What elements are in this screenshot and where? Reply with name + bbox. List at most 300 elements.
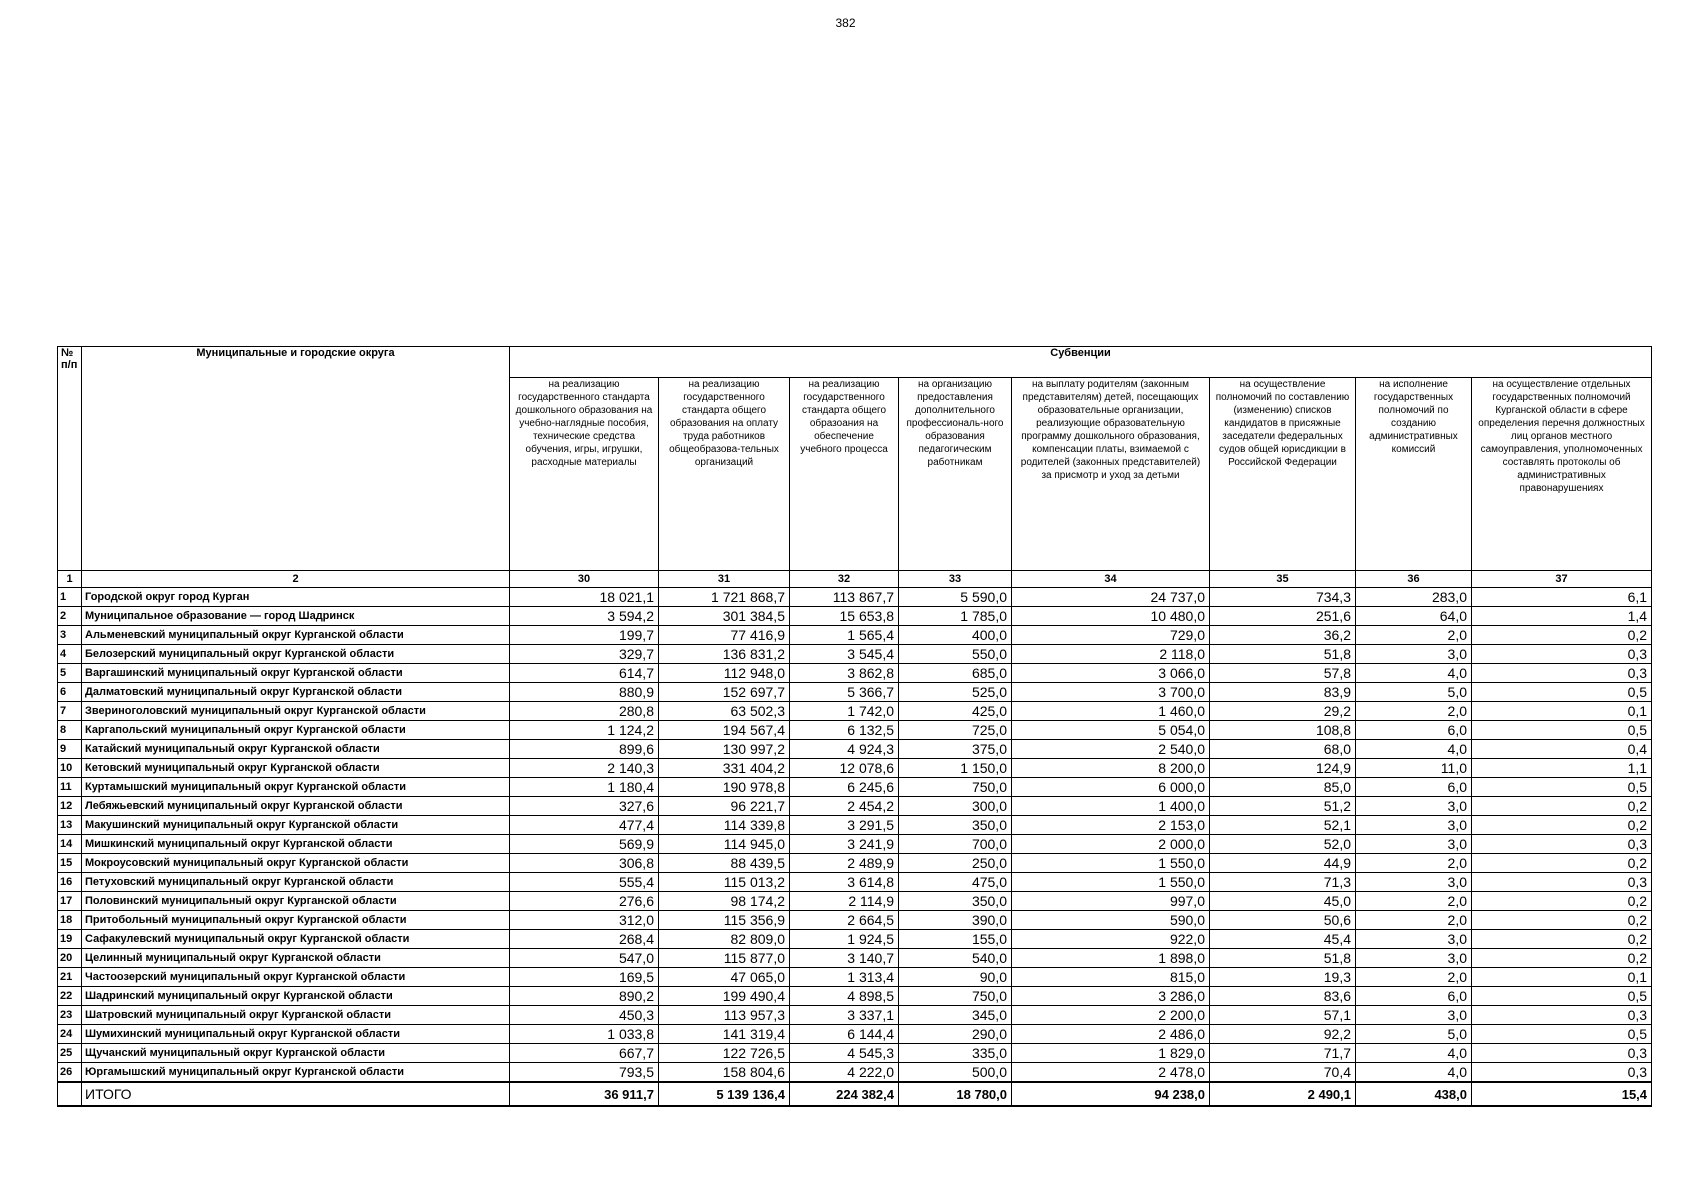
value-cell: 4 545,3	[790, 1044, 899, 1063]
table-row	[58, 683, 1652, 702]
value-cell: 50,6	[1210, 911, 1356, 930]
value-cell: 0,3	[1472, 1006, 1652, 1025]
column-header-33: на организацию предоставления дополнительного профессиональ-ного образования педагогическим работникам	[899, 378, 1012, 571]
row-index: 20	[58, 949, 82, 968]
value-cell: 2,0	[1356, 911, 1472, 930]
value-cell: 1 742,0	[790, 702, 899, 721]
value-cell: 700,0	[899, 835, 1012, 854]
value-cell: 614,7	[510, 664, 659, 683]
value-cell: 64,0	[1356, 607, 1472, 626]
municipality-name: Катайский муниципальный округ Курганской области	[82, 740, 510, 759]
value-cell: 122 726,5	[659, 1044, 790, 1063]
value-cell: 6 144,4	[790, 1025, 899, 1044]
value-cell: 71,7	[1210, 1044, 1356, 1063]
row-index: 24	[58, 1025, 82, 1044]
value-cell: 136 831,2	[659, 645, 790, 664]
value-cell: 1 460,0	[1012, 702, 1210, 721]
municipality-name: Сафакулевский муниципальный округ Курганской области	[82, 930, 510, 949]
value-cell: 0,3	[1472, 1044, 1652, 1063]
row-index: 6	[58, 683, 82, 702]
value-cell: 345,0	[899, 1006, 1012, 1025]
value-cell: 19,3	[1210, 968, 1356, 987]
value-cell: 477,4	[510, 816, 659, 835]
value-cell: 1 400,0	[1012, 797, 1210, 816]
table-row	[58, 588, 1652, 607]
value-cell: 77 416,9	[659, 626, 790, 645]
municipality-name: Лебяжьевский муниципальный округ Курганской области	[82, 797, 510, 816]
value-cell: 169,5	[510, 968, 659, 987]
column-numbers-row	[58, 571, 1652, 588]
value-cell: 390,0	[899, 911, 1012, 930]
value-cell: 1 150,0	[899, 759, 1012, 778]
table-row	[58, 1063, 1652, 1083]
value-cell: 0,1	[1472, 968, 1652, 987]
row-index: 21	[58, 968, 82, 987]
value-cell: 113 957,3	[659, 1006, 790, 1025]
value-cell: 997,0	[1012, 892, 1210, 911]
value-cell: 1 565,4	[790, 626, 899, 645]
table-row	[58, 607, 1652, 626]
value-cell: 0,2	[1472, 930, 1652, 949]
subventions-group-header: Субвенции	[510, 347, 1652, 378]
municipality-name: Юргамышский муниципальный округ Курганской области	[82, 1063, 510, 1083]
value-cell: 57,8	[1210, 664, 1356, 683]
value-cell: 5 590,0	[899, 588, 1012, 607]
row-index: 16	[58, 873, 82, 892]
table-row	[58, 949, 1652, 968]
value-cell: 375,0	[899, 740, 1012, 759]
value-cell: 1 924,5	[790, 930, 899, 949]
value-cell: 3,0	[1356, 835, 1472, 854]
value-cell: 400,0	[899, 626, 1012, 645]
value-cell: 2,0	[1356, 854, 1472, 873]
value-cell: 3 862,8	[790, 664, 899, 683]
table-body	[58, 588, 1652, 1083]
row-index: 26	[58, 1063, 82, 1083]
column-number: 2	[82, 571, 510, 588]
value-cell: 793,5	[510, 1063, 659, 1083]
table-row	[58, 987, 1652, 1006]
table-row	[58, 626, 1652, 645]
value-cell: 1,1	[1472, 759, 1652, 778]
municipality-name: Мишкинский муниципальный округ Курганской области	[82, 835, 510, 854]
value-cell: 3 337,1	[790, 1006, 899, 1025]
value-cell: 0,2	[1472, 816, 1652, 835]
value-cell: 5,0	[1356, 683, 1472, 702]
value-cell: 0,2	[1472, 854, 1652, 873]
value-cell: 6,0	[1356, 721, 1472, 740]
value-cell: 15 653,8	[790, 607, 899, 626]
value-cell: 290,0	[899, 1025, 1012, 1044]
municipality-name: Шумихинский муниципальный округ Курганской области	[82, 1025, 510, 1044]
value-cell: 114 945,0	[659, 835, 790, 854]
value-cell: 331 404,2	[659, 759, 790, 778]
value-cell: 3 545,4	[790, 645, 899, 664]
value-cell: 276,6	[510, 892, 659, 911]
column-header-32: на реализацию государственного стандарта общего образоания на обеспечение учебного процесса	[790, 378, 899, 571]
value-cell: 1 124,2	[510, 721, 659, 740]
municipality-name: Петуховский муниципальный округ Курганской области	[82, 873, 510, 892]
value-cell: 6,0	[1356, 778, 1472, 797]
value-cell: 3 140,7	[790, 949, 899, 968]
municipality-name: Половинский муниципальный округ Курганской области	[82, 892, 510, 911]
value-cell: 8 200,0	[1012, 759, 1210, 778]
municipality-name: Каргапольский муниципальный округ Курганской области	[82, 721, 510, 740]
value-cell: 329,7	[510, 645, 659, 664]
table-row	[58, 968, 1652, 987]
value-cell: 425,0	[899, 702, 1012, 721]
value-cell: 4 222,0	[790, 1063, 899, 1083]
municipality-name: Звериноголовский муниципальный округ Курганской области	[82, 702, 510, 721]
municipality-name: Куртамышский муниципальный округ Курганской области	[82, 778, 510, 797]
value-cell: 450,3	[510, 1006, 659, 1025]
value-cell: 130 997,2	[659, 740, 790, 759]
municipality-name: Муниципальное образование — город Шадринск	[82, 607, 510, 626]
value-cell: 3,0	[1356, 645, 1472, 664]
value-cell: 4,0	[1356, 740, 1472, 759]
table-row	[58, 892, 1652, 911]
value-cell: 0,2	[1472, 892, 1652, 911]
value-cell: 0,5	[1472, 721, 1652, 740]
value-cell: 57,1	[1210, 1006, 1356, 1025]
value-cell: 0,2	[1472, 949, 1652, 968]
value-cell: 283,0	[1356, 588, 1472, 607]
value-cell: 114 339,8	[659, 816, 790, 835]
value-cell: 18 021,1	[510, 588, 659, 607]
value-cell: 2 478,0	[1012, 1063, 1210, 1083]
row-index: 18	[58, 911, 82, 930]
value-cell: 3 594,2	[510, 607, 659, 626]
value-cell: 250,0	[899, 854, 1012, 873]
value-cell: 44,9	[1210, 854, 1356, 873]
value-cell: 24 737,0	[1012, 588, 1210, 607]
municipality-name: Шатровский муниципальный округ Курганской области	[82, 1006, 510, 1025]
row-index: 3	[58, 626, 82, 645]
value-cell: 47 065,0	[659, 968, 790, 987]
row-index: 2	[58, 607, 82, 626]
value-cell: 6 000,0	[1012, 778, 1210, 797]
column-number: 1	[58, 571, 82, 588]
value-cell: 312,0	[510, 911, 659, 930]
value-cell: 2 153,0	[1012, 816, 1210, 835]
value-cell: 71,3	[1210, 873, 1356, 892]
table-row	[58, 816, 1652, 835]
value-cell: 2 454,2	[790, 797, 899, 816]
municipality-name: Притобольный муниципальный округ Курганской области	[82, 911, 510, 930]
value-cell: 750,0	[899, 778, 1012, 797]
column-header-31: на реализацию государственного стандарта общего образования на оплату труда работников общеобразова-тельных организаций	[659, 378, 790, 571]
value-cell: 569,9	[510, 835, 659, 854]
total-value: 5 139 136,4	[659, 1082, 790, 1106]
municipality-name: Шадринский муниципальный округ Курганской области	[82, 987, 510, 1006]
value-cell: 667,7	[510, 1044, 659, 1063]
value-cell: 475,0	[899, 873, 1012, 892]
total-value: 438,0	[1356, 1082, 1472, 1106]
value-cell: 0,5	[1472, 987, 1652, 1006]
value-cell: 3 614,8	[790, 873, 899, 892]
value-cell: 2,0	[1356, 968, 1472, 987]
column-header-30: на реализацию государственного стандарта дошкольного образования на учебно-наглядные пособия, технические средства обучения, игры, игрушки, расходные материалы	[510, 378, 659, 571]
value-cell: 0,3	[1472, 664, 1652, 683]
value-cell: 922,0	[1012, 930, 1210, 949]
total-label: ИТОГО	[82, 1082, 510, 1106]
value-cell: 1,4	[1472, 607, 1652, 626]
value-cell: 3 066,0	[1012, 664, 1210, 683]
row-index: 13	[58, 816, 82, 835]
table-row	[58, 664, 1652, 683]
row-index: 9	[58, 740, 82, 759]
row-index: 25	[58, 1044, 82, 1063]
value-cell: 3,0	[1356, 797, 1472, 816]
value-cell: 1 898,0	[1012, 949, 1210, 968]
value-cell: 83,9	[1210, 683, 1356, 702]
total-value: 224 382,4	[790, 1082, 899, 1106]
value-cell: 52,0	[1210, 835, 1356, 854]
row-index: 10	[58, 759, 82, 778]
value-cell: 51,8	[1210, 949, 1356, 968]
total-value: 2 490,1	[1210, 1082, 1356, 1106]
column-header-36: на исполнение государственных полномочий по созданию административных комиссий	[1356, 378, 1472, 571]
value-cell: 0,4	[1472, 740, 1652, 759]
column-number: 32	[790, 571, 899, 588]
row-index: 7	[58, 702, 82, 721]
page-number: 382	[835, 16, 856, 30]
table-row	[58, 740, 1652, 759]
value-cell: 0,5	[1472, 683, 1652, 702]
value-cell: 815,0	[1012, 968, 1210, 987]
value-cell: 3,0	[1356, 873, 1472, 892]
value-cell: 3 286,0	[1012, 987, 1210, 1006]
value-cell: 90,0	[899, 968, 1012, 987]
total-index-cell	[58, 1082, 82, 1106]
row-index: 12	[58, 797, 82, 816]
value-cell: 0,3	[1472, 1063, 1652, 1083]
table-row	[58, 721, 1652, 740]
column-header-37: на осуществление отдельных государственных полномочий Курганской области в сфере определения перечня должностных лиц органов местного самоуправления, уполномоченных составлять протоколы об административных правонарушениях	[1472, 378, 1652, 571]
subventions-table	[57, 346, 1652, 1107]
value-cell: 3 700,0	[1012, 683, 1210, 702]
column-number: 36	[1356, 571, 1472, 588]
table-row	[58, 702, 1652, 721]
value-cell: 335,0	[899, 1044, 1012, 1063]
value-cell: 0,3	[1472, 873, 1652, 892]
value-cell: 11,0	[1356, 759, 1472, 778]
value-cell: 2 486,0	[1012, 1025, 1210, 1044]
total-value: 36 911,7	[510, 1082, 659, 1106]
value-cell: 0,5	[1472, 778, 1652, 797]
value-cell: 98 174,2	[659, 892, 790, 911]
value-cell: 152 697,7	[659, 683, 790, 702]
value-cell: 0,2	[1472, 911, 1652, 930]
value-cell: 268,4	[510, 930, 659, 949]
municipality-name: Городской округ город Курган	[82, 588, 510, 607]
value-cell: 3,0	[1356, 816, 1472, 835]
value-cell: 1 785,0	[899, 607, 1012, 626]
value-cell: 500,0	[899, 1063, 1012, 1083]
total-value: 18 780,0	[899, 1082, 1012, 1106]
value-cell: 2,0	[1356, 892, 1472, 911]
value-cell: 0,5	[1472, 1025, 1652, 1044]
value-cell: 45,4	[1210, 930, 1356, 949]
column-number: 33	[899, 571, 1012, 588]
value-cell: 729,0	[1012, 626, 1210, 645]
value-cell: 3,0	[1356, 949, 1472, 968]
value-cell: 115 356,9	[659, 911, 790, 930]
value-cell: 124,9	[1210, 759, 1356, 778]
value-cell: 350,0	[899, 892, 1012, 911]
municipality-name: Макушинский муниципальный округ Курганской области	[82, 816, 510, 835]
value-cell: 83,6	[1210, 987, 1356, 1006]
value-cell: 725,0	[899, 721, 1012, 740]
value-cell: 4,0	[1356, 664, 1472, 683]
value-cell: 115 877,0	[659, 949, 790, 968]
municipality-name: Целинный муниципальный округ Курганской области	[82, 949, 510, 968]
value-cell: 300,0	[899, 797, 1012, 816]
value-cell: 5,0	[1356, 1025, 1472, 1044]
value-cell: 590,0	[1012, 911, 1210, 930]
value-cell: 92,2	[1210, 1025, 1356, 1044]
value-cell: 525,0	[899, 683, 1012, 702]
value-cell: 251,6	[1210, 607, 1356, 626]
value-cell: 68,0	[1210, 740, 1356, 759]
table-row	[58, 645, 1652, 664]
table-row	[58, 1006, 1652, 1025]
value-cell: 190 978,8	[659, 778, 790, 797]
value-cell: 141 319,4	[659, 1025, 790, 1044]
row-index: 1	[58, 588, 82, 607]
value-cell: 350,0	[899, 816, 1012, 835]
value-cell: 880,9	[510, 683, 659, 702]
municipality-name: Белозерский муниципальный округ Курганской области	[82, 645, 510, 664]
table-row	[58, 1025, 1652, 1044]
value-cell: 70,4	[1210, 1063, 1356, 1083]
value-cell: 327,6	[510, 797, 659, 816]
value-cell: 734,3	[1210, 588, 1356, 607]
value-cell: 2,0	[1356, 702, 1472, 721]
value-cell: 899,6	[510, 740, 659, 759]
value-cell: 0,3	[1472, 835, 1652, 854]
table-row	[58, 873, 1652, 892]
row-index: 4	[58, 645, 82, 664]
value-cell: 0,3	[1472, 645, 1652, 664]
value-cell: 0,2	[1472, 626, 1652, 645]
total-row	[58, 1082, 1652, 1106]
value-cell: 306,8	[510, 854, 659, 873]
total-value: 94 238,0	[1012, 1082, 1210, 1106]
row-index: 19	[58, 930, 82, 949]
value-cell: 85,0	[1210, 778, 1356, 797]
value-cell: 158 804,6	[659, 1063, 790, 1083]
value-cell: 108,8	[1210, 721, 1356, 740]
total-value: 15,4	[1472, 1082, 1652, 1106]
value-cell: 6 245,6	[790, 778, 899, 797]
value-cell: 96 221,7	[659, 797, 790, 816]
value-cell: 2 540,0	[1012, 740, 1210, 759]
value-cell: 0,1	[1472, 702, 1652, 721]
value-cell: 12 078,6	[790, 759, 899, 778]
value-cell: 685,0	[899, 664, 1012, 683]
value-cell: 280,8	[510, 702, 659, 721]
value-cell: 3,0	[1356, 1006, 1472, 1025]
municipality-name: Кетовский муниципальный округ Курганской области	[82, 759, 510, 778]
value-cell: 51,8	[1210, 645, 1356, 664]
municipality-name: Варгашинский муниципальный округ Курганской области	[82, 664, 510, 683]
row-index: 11	[58, 778, 82, 797]
value-cell: 29,2	[1210, 702, 1356, 721]
municipality-name: Мокроусовский муниципальный округ Курганской области	[82, 854, 510, 873]
value-cell: 3,0	[1356, 930, 1472, 949]
value-cell: 199,7	[510, 626, 659, 645]
row-index: 17	[58, 892, 82, 911]
value-cell: 2 140,3	[510, 759, 659, 778]
value-cell: 4,0	[1356, 1063, 1472, 1083]
value-cell: 555,4	[510, 873, 659, 892]
value-cell: 45,0	[1210, 892, 1356, 911]
value-cell: 155,0	[899, 930, 1012, 949]
value-cell: 6 132,5	[790, 721, 899, 740]
value-cell: 2 664,5	[790, 911, 899, 930]
value-cell: 0,2	[1472, 797, 1652, 816]
table-row	[58, 835, 1652, 854]
value-cell: 4 898,5	[790, 987, 899, 1006]
value-cell: 890,2	[510, 987, 659, 1006]
value-cell: 4,0	[1356, 1044, 1472, 1063]
value-cell: 1 033,8	[510, 1025, 659, 1044]
value-cell: 2 118,0	[1012, 645, 1210, 664]
value-cell: 194 567,4	[659, 721, 790, 740]
value-cell: 5 054,0	[1012, 721, 1210, 740]
row-index: 8	[58, 721, 82, 740]
row-index: 15	[58, 854, 82, 873]
header-row-top	[58, 347, 1652, 378]
value-cell: 113 867,7	[790, 588, 899, 607]
value-cell: 88 439,5	[659, 854, 790, 873]
value-cell: 199 490,4	[659, 987, 790, 1006]
value-cell: 540,0	[899, 949, 1012, 968]
column-header-34: на выплату родителям (законным представителям) детей, посещающих образовательные организации, реализующие образовательную программу дошкольного образования, компенсации платы, взимаемой с родителей (законных представителей) за присмотр и уход за детьми	[1012, 378, 1210, 571]
municipality-name: Щучанский муниципальный округ Курганской области	[82, 1044, 510, 1063]
value-cell: 82 809,0	[659, 930, 790, 949]
row-index: 5	[58, 664, 82, 683]
value-cell: 2 114,9	[790, 892, 899, 911]
value-cell: 1 313,4	[790, 968, 899, 987]
value-cell: 51,2	[1210, 797, 1356, 816]
table-row	[58, 759, 1652, 778]
municipality-name: Далматовский муниципальный округ Курганской области	[82, 683, 510, 702]
column-number: 31	[659, 571, 790, 588]
value-cell: 5 366,7	[790, 683, 899, 702]
table-row	[58, 930, 1652, 949]
row-index: 23	[58, 1006, 82, 1025]
value-cell: 1 550,0	[1012, 873, 1210, 892]
value-cell: 301 384,5	[659, 607, 790, 626]
value-cell: 1 180,4	[510, 778, 659, 797]
value-cell: 4 924,3	[790, 740, 899, 759]
row-index: 14	[58, 835, 82, 854]
value-cell: 6,1	[1472, 588, 1652, 607]
table-row	[58, 778, 1652, 797]
value-cell: 10 480,0	[1012, 607, 1210, 626]
index-header: № п/п	[58, 347, 82, 571]
value-cell: 2,0	[1356, 626, 1472, 645]
table-row	[58, 911, 1652, 930]
value-cell: 1 550,0	[1012, 854, 1210, 873]
column-number: 34	[1012, 571, 1210, 588]
value-cell: 550,0	[899, 645, 1012, 664]
name-header: Муниципальные и городские округа	[82, 347, 510, 571]
value-cell: 1 829,0	[1012, 1044, 1210, 1063]
value-cell: 3 241,9	[790, 835, 899, 854]
